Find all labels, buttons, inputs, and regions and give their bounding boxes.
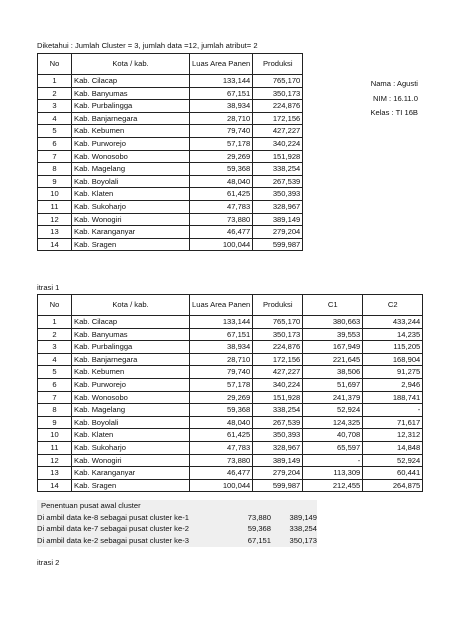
center-label: Di ambil data ke-2 sebagai pusat cluster ke-3 <box>37 535 189 545</box>
table-row <box>38 75 303 88</box>
table-cell: 38,934 <box>190 341 253 354</box>
table-cell: 1 <box>38 316 72 329</box>
centers-title: Penentuan pusat awal cluster <box>41 501 141 510</box>
table-cell: Kab. Klaten <box>72 429 190 442</box>
table-cell: 389,149 <box>253 213 303 226</box>
center-row <box>37 535 317 547</box>
table-cell: 338,254 <box>253 404 303 417</box>
table-cell: Kab. Purbalingga <box>72 100 190 113</box>
table-row <box>38 226 303 239</box>
table-cell: 38,506 <box>303 366 363 379</box>
table-cell: 28,710 <box>190 353 253 366</box>
table-cell: 350,393 <box>253 188 303 201</box>
table-cell: 9 <box>38 175 72 188</box>
table-cell: 65,597 <box>303 441 363 454</box>
table-cell: 340,224 <box>253 137 303 150</box>
column-header: Produksi <box>253 54 303 75</box>
table-row <box>38 429 423 442</box>
table-cell: 133,144 <box>190 316 253 329</box>
table-cell: 48,040 <box>190 175 253 188</box>
table-cell: 350,173 <box>253 328 303 341</box>
table-row <box>38 341 423 354</box>
table-cell: 48,040 <box>190 416 253 429</box>
table-cell: 29,269 <box>190 391 253 404</box>
table-cell: 6 <box>38 378 72 391</box>
table-cell: 61,425 <box>190 188 253 201</box>
table-row <box>38 87 303 100</box>
table-cell: 599,987 <box>253 238 303 251</box>
table-cell: Kab. Wonosobo <box>72 391 190 404</box>
student-info <box>350 77 418 121</box>
info-nim: NIM : 16.11.0 <box>372 93 418 103</box>
table-cell: 1 <box>38 75 72 88</box>
table-cell: 67,151 <box>190 328 253 341</box>
table-cell: 7 <box>38 150 72 163</box>
iteration-2-title: itrasi 2 <box>37 558 60 567</box>
center-row <box>37 523 317 535</box>
table-row <box>38 353 423 366</box>
table-cell: Kab. Klaten <box>72 188 190 201</box>
table-cell: Kab. Kebumen <box>72 125 190 138</box>
column-header: Kota / kab. <box>72 295 190 316</box>
table-cell: 38,934 <box>190 100 253 113</box>
column-header: No <box>38 295 72 316</box>
table-cell: 40,708 <box>303 429 363 442</box>
table-cell: 279,204 <box>253 467 303 480</box>
table-cell: Kab. Magelang <box>72 404 190 417</box>
table-row <box>38 238 303 251</box>
table-row <box>38 378 423 391</box>
table-cell: 14 <box>38 238 72 251</box>
table-cell: 350,173 <box>253 87 303 100</box>
center-area: 67,151 <box>247 535 271 545</box>
table-cell: 9 <box>38 416 72 429</box>
table-cell: 10 <box>38 429 72 442</box>
table-row <box>38 328 423 341</box>
column-header: No <box>38 54 72 75</box>
table-row <box>38 416 423 429</box>
table-cell: 79,740 <box>190 366 253 379</box>
center-production: 338,254 <box>289 524 317 534</box>
table-cell: 168,904 <box>363 353 423 366</box>
table-cell: 2,946 <box>363 378 423 391</box>
table-cell: 380,663 <box>303 316 363 329</box>
table-cell: 765,170 <box>253 316 303 329</box>
table-cell: Kab. Boyolali <box>72 175 190 188</box>
table-row <box>38 200 303 213</box>
table-row <box>38 163 303 176</box>
table-cell: 8 <box>38 404 72 417</box>
table-cell: 52,924 <box>303 404 363 417</box>
table-cell: 350,393 <box>253 429 303 442</box>
table-cell: 73,880 <box>190 213 253 226</box>
table-cell: Kab. Sukoharjo <box>72 200 190 213</box>
table-cell: Kab. Purworejo <box>72 378 190 391</box>
table-row <box>38 441 423 454</box>
table-cell: 52,924 <box>363 454 423 467</box>
iteration-1-title: itrasi 1 <box>37 283 60 292</box>
iteration-1-table <box>37 294 423 492</box>
table-cell: Kab. Sragen <box>72 479 190 492</box>
table-header-row <box>38 295 423 316</box>
table-cell: Kab. Wonogiri <box>72 454 190 467</box>
table-cell: 133,144 <box>190 75 253 88</box>
table-cell: 5 <box>38 366 72 379</box>
table-cell: 151,928 <box>253 391 303 404</box>
table-cell: 151,928 <box>253 150 303 163</box>
table-cell: 264,875 <box>363 479 423 492</box>
table-cell: 11 <box>38 200 72 213</box>
table-row <box>38 391 423 404</box>
table-cell: Kab. Wonosobo <box>72 150 190 163</box>
table-cell: 61,425 <box>190 429 253 442</box>
table-cell: 172,156 <box>253 353 303 366</box>
table-cell: 224,876 <box>253 100 303 113</box>
column-header: Kota / kab. <box>72 54 190 75</box>
table-cell: 46,477 <box>190 226 253 239</box>
table-cell: 100,044 <box>190 238 253 251</box>
table-cell: 241,379 <box>303 391 363 404</box>
table-cell: 29,269 <box>190 150 253 163</box>
table-cell: 59,368 <box>190 163 253 176</box>
table-cell: 599,987 <box>253 479 303 492</box>
table-cell: Kab. Cilacap <box>72 316 190 329</box>
center-area: 59,368 <box>247 524 271 534</box>
table-cell: Kab. Banyumas <box>72 87 190 100</box>
table-row <box>38 404 423 417</box>
table-cell: 267,539 <box>253 416 303 429</box>
table-cell: 267,539 <box>253 175 303 188</box>
table-cell: 57,178 <box>190 378 253 391</box>
table-cell: 3 <box>38 100 72 113</box>
table-row <box>38 316 423 329</box>
table-cell: Kab. Banjarnegara <box>72 112 190 125</box>
table-row <box>38 479 423 492</box>
table-cell: 212,455 <box>303 479 363 492</box>
table-cell: Kab. Sragen <box>72 238 190 251</box>
table-cell: 172,156 <box>253 112 303 125</box>
table-cell: 4 <box>38 112 72 125</box>
table-row <box>38 188 303 201</box>
table-cell: 39,553 <box>303 328 363 341</box>
table-cell: 5 <box>38 125 72 138</box>
table-cell: 13 <box>38 467 72 480</box>
table-cell: 221,645 <box>303 353 363 366</box>
center-label: Di ambil data ke-8 sebagai pusat cluster ke-1 <box>37 512 189 522</box>
table-cell: 2 <box>38 87 72 100</box>
table-cell: 328,967 <box>253 441 303 454</box>
table-row <box>38 150 303 163</box>
table-cell: - <box>303 454 363 467</box>
table-cell: 10 <box>38 188 72 201</box>
table-cell: 7 <box>38 391 72 404</box>
table-cell: Kab. Banjarnegara <box>72 353 190 366</box>
table-cell: Kab. Magelang <box>72 163 190 176</box>
info-kelas: Kelas : TI 16B <box>370 108 418 117</box>
table-cell: - <box>363 404 423 417</box>
table-cell: 188,741 <box>363 391 423 404</box>
table-cell: 46,477 <box>190 467 253 480</box>
table-cell: 12 <box>38 454 72 467</box>
table-cell: Kab. Cilacap <box>72 75 190 88</box>
table-cell: 433,244 <box>363 316 423 329</box>
data-table <box>37 53 303 251</box>
table-cell: 115,205 <box>363 341 423 354</box>
table-cell: 8 <box>38 163 72 176</box>
table-cell: 3 <box>38 341 72 354</box>
table-cell: 67,151 <box>190 87 253 100</box>
table-cell: 47,783 <box>190 441 253 454</box>
table-cell: 91,275 <box>363 366 423 379</box>
table-cell: 340,224 <box>253 378 303 391</box>
table-cell: 338,254 <box>253 163 303 176</box>
table-cell: Kab. Purbalingga <box>72 341 190 354</box>
table-cell: 60,441 <box>363 467 423 480</box>
table-cell: 765,170 <box>253 75 303 88</box>
column-header: Produksi <box>253 295 303 316</box>
table-cell: 124,325 <box>303 416 363 429</box>
table-row <box>38 175 303 188</box>
table-cell: 79,740 <box>190 125 253 138</box>
table-cell: 279,204 <box>253 226 303 239</box>
column-header: C2 <box>363 295 423 316</box>
table-cell: 14,848 <box>363 441 423 454</box>
initial-centers-panel <box>37 500 317 547</box>
table-cell: 11 <box>38 441 72 454</box>
table-cell: 167,949 <box>303 341 363 354</box>
table-cell: 59,368 <box>190 404 253 417</box>
table-cell: 113,309 <box>303 467 363 480</box>
column-header: Luas Area Panen <box>190 295 253 316</box>
column-header: C1 <box>303 295 363 316</box>
table-cell: 4 <box>38 353 72 366</box>
table-cell: Kab. Boyolali <box>72 416 190 429</box>
header-text: Diketahui : Jumlah Cluster = 3, jumlah data =12, jumlah atribut= 2 <box>37 41 258 50</box>
table-cell: 224,876 <box>253 341 303 354</box>
table-row <box>38 366 423 379</box>
table-cell: Kab. Kebumen <box>72 366 190 379</box>
table-cell: 47,783 <box>190 200 253 213</box>
table-row <box>38 213 303 226</box>
table-row <box>38 137 303 150</box>
table-cell: Kab. Banyumas <box>72 328 190 341</box>
center-production: 350,173 <box>289 535 317 545</box>
table-cell: 13 <box>38 226 72 239</box>
table-row <box>38 112 303 125</box>
table-cell: 14 <box>38 479 72 492</box>
info-name: Nama : Agusti <box>370 79 418 88</box>
center-label: Di ambil data ke-7 sebagai pusat cluster ke-2 <box>37 524 189 534</box>
table-cell: 389,149 <box>253 454 303 467</box>
table-row <box>38 100 303 113</box>
table-cell: 28,710 <box>190 112 253 125</box>
center-row <box>37 512 317 524</box>
table-cell: 427,227 <box>253 125 303 138</box>
table-cell: 2 <box>38 328 72 341</box>
table-cell: 100,044 <box>190 479 253 492</box>
column-header: Luas Area Panen <box>190 54 253 75</box>
table-cell: 12,312 <box>363 429 423 442</box>
center-area: 73,880 <box>247 512 271 522</box>
table-cell: 12 <box>38 213 72 226</box>
table-row <box>38 125 303 138</box>
table-row <box>38 454 423 467</box>
center-production: 389,149 <box>289 512 317 522</box>
table-cell: Kab. Sukoharjo <box>72 441 190 454</box>
table-cell: 73,880 <box>190 454 253 467</box>
table-cell: 328,967 <box>253 200 303 213</box>
table-cell: 14,235 <box>363 328 423 341</box>
table-cell: 51,697 <box>303 378 363 391</box>
table-row <box>38 467 423 480</box>
table-cell: 57,178 <box>190 137 253 150</box>
table-cell: Kab. Karanganyar <box>72 467 190 480</box>
table-cell: Kab. Wonogiri <box>72 213 190 226</box>
table-cell: 71,617 <box>363 416 423 429</box>
table-cell: Kab. Karanganyar <box>72 226 190 239</box>
table-cell: 427,227 <box>253 366 303 379</box>
table-header-row <box>38 54 303 75</box>
table-cell: 6 <box>38 137 72 150</box>
table-cell: Kab. Purworejo <box>72 137 190 150</box>
